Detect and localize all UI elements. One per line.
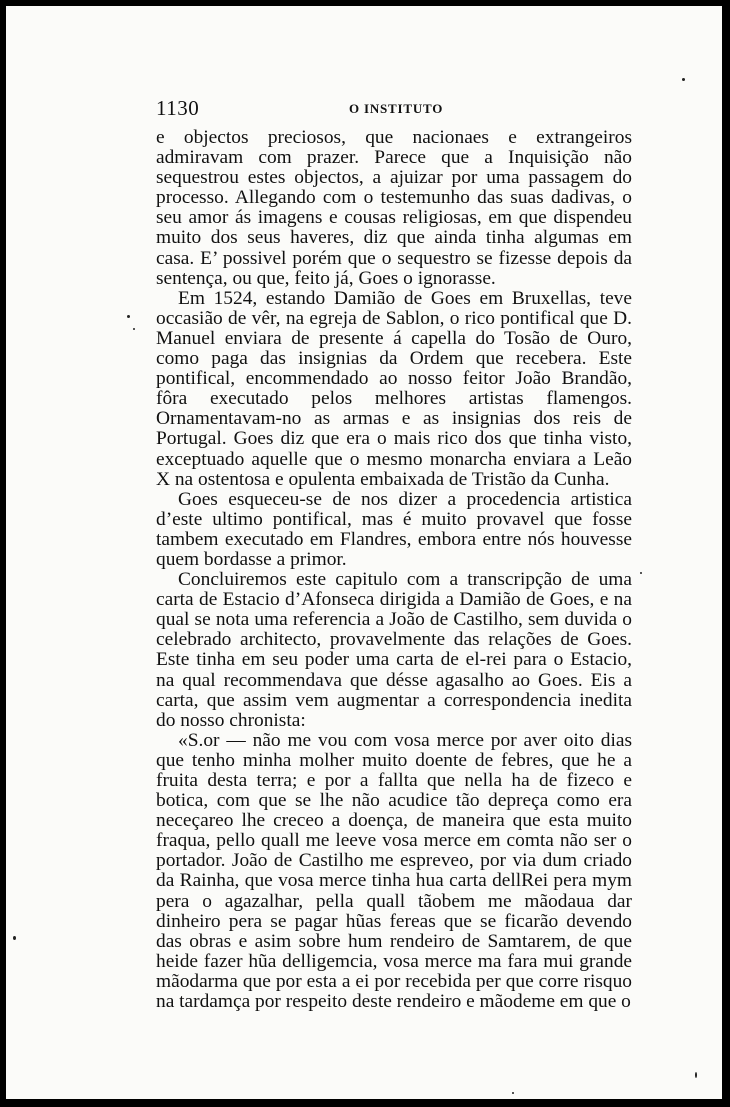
book-page (6, 6, 722, 1099)
ink-speck (640, 572, 642, 574)
ink-speck (13, 936, 16, 940)
running-title: O INSTITUTO (349, 101, 444, 116)
page-header (156, 96, 636, 120)
paragraph-letter: «S.or — não me vou com vosa merce por aver oito dias que tenho minha molher muito doente de febres, que he a fruita desta terra; e por a fallta que nella ha de fizeco e botica, com que se lhe não acudice tão depreça como era neceçareo lhe creceo a doença, de maneira que esta muito fraqua, pello quall me leeve vosa merce em comta não ser o portador. João de Castilho me espreveo, por via dum criado da Rainha, que vosa merce tinha hua carta dellRei pera mym pera o agazalhar, pella quall tãobem me mãodaua dar dinheiro pera se pagar hũas fereas que se ficarão devendo das obras e asim sobre hum rendeiro de Samtarem, de que heide fazer hũa delligemcia, vosa merce ma fara mui grande mãodarma que por esta a ei por recebida per que corre risquo na tardamça por respeito deste rendeiro e mãodeme em que o (156, 729, 632, 1013)
page-number: 1130 (156, 96, 200, 120)
body-text (156, 128, 632, 1012)
paragraph-continuation: e objectos preciosos, que nacionaes e extrangeiros admiravam com prazer. Parece que a Inquisição não sequestrou estes objectos, a ajuizar por uma passagem do processo. Allegando com o testemunho das suas dadivas, o seu amor ás imagens e cousas religiosas, em que dispendeu muito dos seus haveres, diz que ainda tinha algumas em casa. E’ possivel porém que o sequestro se fizesse depois da sentença, ou que, feito já, Goes o ignorasse. (156, 127, 632, 289)
paragraph-flandres: Goes esqueceu-se de nos dizer a procedencia artistica d’este ultimo pontifical, mas é muito provavel que fosse tambem executado em Flandres, embora entre nós houvesse quem bordasse a primor. (156, 488, 632, 570)
ink-speck (127, 315, 130, 318)
ink-speck (133, 328, 135, 330)
paragraph-pontifical: Em 1524, estando Damião de Goes em Bruxellas, teve occasião de vêr, na egreja de Sablon, o rico pontifical que D. Manuel enviara de presente á capella do Tosão de Ouro, como paga das insignias da Ordem que recebera. Este pontifical, encommendado ao nosso feitor João Brandão, fôra executado pelos melhores artistas flamengos. Ornamentavam-no as armas e as insignias dos reis de Portugal. Goes diz que era o mais rico dos que tinha visto, exceptuado aquelle que o mesmo monarcha enviara a Leão X na ostentosa e opulenta embaixada de Tristão da Cunha. (156, 287, 632, 490)
ink-speck (682, 78, 685, 81)
ink-speck (695, 1072, 697, 1078)
paragraph-carta-intro: Concluiremos este capitulo com a transcripção de uma carta de Estacio d’Afonseca dirigida a Damião de Goes, e na qual se nota uma referencia a João de Castilho, sem duvida o celebrado architecto, provavelmente das relações de Goes. Este tinha em seu poder uma carta de el-rei para o Estacio, na qual recommendava que désse agasalho ao Goes. Eis a carta, que assim vem augmentar a correspondencia inedita do nosso chronista: (156, 569, 632, 731)
ink-speck (512, 1092, 514, 1094)
